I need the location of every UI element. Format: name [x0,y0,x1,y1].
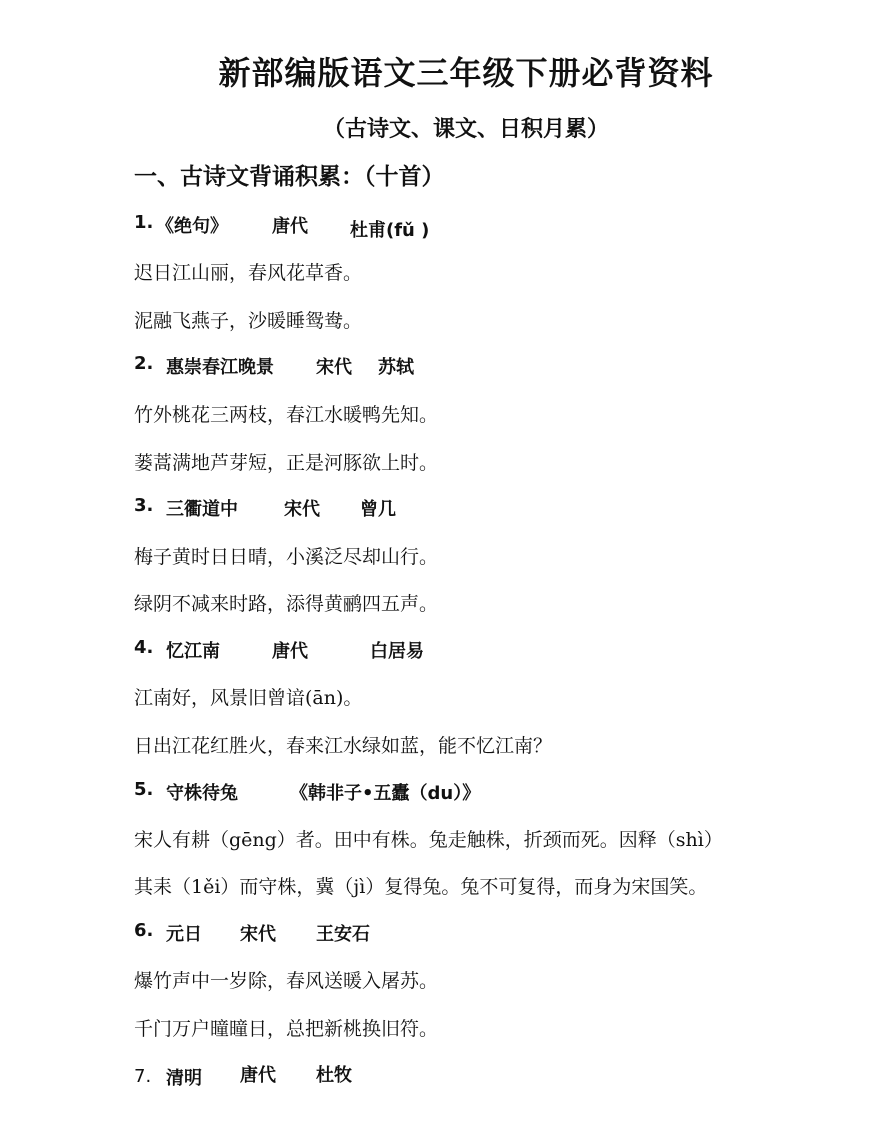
poem-title: 三衢道中 [166,499,238,520]
poem-author: 王安石 [316,924,370,945]
poem-title: 忆江南 [166,641,220,662]
poem-line: 其耒（1ěi）而守株，冀（jì）复得兔。兔不可复得，而身为宋国笑。 [134,876,708,898]
poem-author: 白居易 [370,641,424,662]
poem-source: 《韩非子•五蠹（du）》 [290,783,481,804]
poem-title: 《绝句》 [156,216,228,237]
poem-line: 蒌蒿满地芦芽短，正是河豚欲上时。 [134,452,439,474]
poem-title: 惠崇春江晚景 [166,357,274,378]
poem-line: 泥融飞燕子，沙暖睡鸳鸯。 [134,310,363,332]
poem-dynasty: 唐代 [272,216,308,237]
poem-author: 苏轼 [378,357,414,378]
poem-dynasty: 唐代 [272,641,308,662]
poem-number: 4. [134,637,154,658]
poem-title: 守株待兔 [166,783,238,804]
poem-line: 日出江花红胜火，春来江水绿如蓝，能不忆江南？ [134,735,553,757]
poem-number: 1. [134,212,154,233]
poem-title: 清明 [166,1068,202,1089]
poem-line: 爆竹声中一岁除，春风送暖入屠苏。 [134,970,439,992]
poem-line: 江南好，风景旧曾谙(ān)。 [134,687,363,709]
document-subtitle: （古诗文、课文、日积月累） [322,116,609,142]
poem-line: 宋人有耕（gēng）者。田中有株。兔走触株，折颈而死。因释（shì） [134,829,723,851]
poem-number: 5. [134,779,154,800]
poem-line: 梅子黄时日日晴，小溪泛尽却山行。 [134,546,439,568]
poem-number: 3. [134,495,154,516]
poem-line: 竹外桃花三两枝，春江水暖鸭先知。 [134,404,439,426]
poem-dynasty: 唐代 [240,1065,276,1086]
poem-author: 曾几 [360,499,396,520]
poem-line: 绿阴不减来时路，添得黄鹂四五声。 [134,593,439,615]
poem-dynasty: 宋代 [316,357,352,378]
poem-title: 元日 [166,924,202,945]
document-title: 新部编版语文三年级下册必背资料 [218,54,714,92]
poem-number: 2. [134,353,154,374]
poem-number: 7. [134,1066,152,1087]
poem-author: 杜牧 [316,1065,352,1086]
poem-dynasty: 宋代 [284,499,320,520]
poem-line: 千门万户曈曈日，总把新桃换旧符。 [134,1018,439,1040]
poem-number: 6. [134,920,154,941]
poem-line: 迟日江山丽，春风花草香。 [134,262,363,284]
section-heading: 一、古诗文背诵积累：（十首） [134,163,445,190]
poem-dynasty: 宋代 [240,924,276,945]
poem-author: 杜甫(fǔ ) [350,220,430,241]
